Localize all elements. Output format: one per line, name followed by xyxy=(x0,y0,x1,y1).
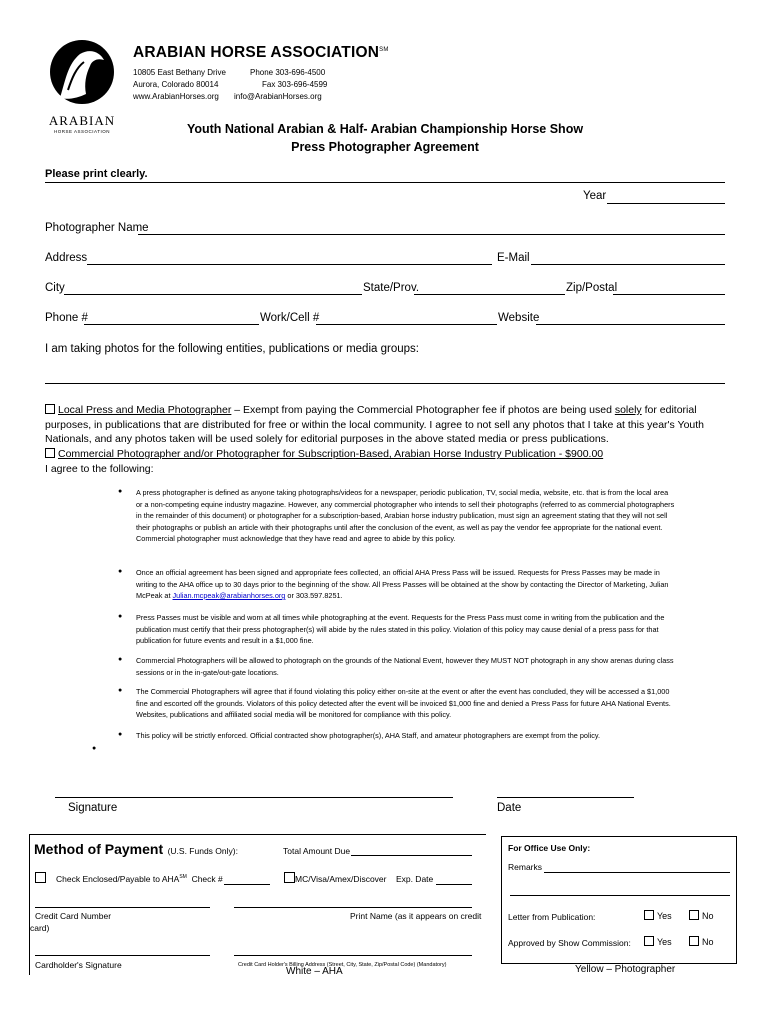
cardholder-signature-label: Cardholder's Signature xyxy=(35,960,122,970)
city-field[interactable] xyxy=(64,294,362,295)
entities-field[interactable] xyxy=(45,383,725,384)
letter-yes: Yes xyxy=(644,910,672,921)
remarks-field-2[interactable] xyxy=(510,895,730,896)
photographer-name-label: Photographer Name xyxy=(45,222,149,234)
print-name-field[interactable] xyxy=(234,907,472,908)
letter-publication-label: Letter from Publication: xyxy=(508,912,596,922)
commercial-label: Commercial Photographer and/or Photographer for Subscription-Based, Arabian Horse Industry Publication - $900.00 xyxy=(58,448,604,460)
billing-address-label: Credit Card Holder's Billing Address (Street, City, State, Zip/Postal Code) (Mandatory) xyxy=(238,962,447,968)
zip-label: Zip/Postal xyxy=(566,282,618,294)
billing-address-field[interactable] xyxy=(234,955,472,956)
horse-head-logo-icon xyxy=(46,38,118,108)
org-website: www.ArabianHorses.org xyxy=(133,92,219,101)
signature-label: Signature xyxy=(68,802,118,814)
work-cell-label: Work/Cell # xyxy=(260,312,320,324)
bullet-marker: ● xyxy=(92,745,97,752)
remarks-field[interactable] xyxy=(544,872,730,873)
copy-yellow-photographer: Yellow – Photographer xyxy=(575,964,676,975)
card-option: MC/Visa/Amex/Discover Exp. Date xyxy=(284,872,433,884)
copy-white-aha: White – AHA xyxy=(286,966,343,977)
header-rule xyxy=(45,182,725,183)
bullet-2: Once an official agreement has been signed and appropriate fees collected, an official AHA Press Pass will be issued. Requests for Press Passes may be made in writing to the AHA office up to 30 days prior to the beginning of the show. All Press Passes will be obtained at the show by contacting the Director of Marketing, Julian McPeak at Julian.mcpeak@arabianhorses.org or 303.597.8251. xyxy=(136,568,669,600)
logo-subtext: HORSE ASSOCIATION xyxy=(54,129,110,134)
org-name: ARABIAN HORSE ASSOCIATION℠ xyxy=(133,44,389,61)
org-fax: Fax 303-696-4599 xyxy=(262,80,328,89)
work-cell-field[interactable] xyxy=(316,324,497,325)
print-name-label: Print Name (as it appears on credit xyxy=(350,911,482,921)
letter-yes-checkbox[interactable] xyxy=(644,910,654,920)
title-line1: Youth National Arabian & Half- Arabian Championship Horse Show xyxy=(186,122,584,136)
state-label: State/Prov. xyxy=(363,282,420,294)
org-phone: Phone 303-696-4500 xyxy=(250,68,326,77)
bullet-1: A press photographer is defined as anyone taking photographs/videos for a newspaper, periodic publication, TV, social media, website, etc. that is from the local area or a non-competing equine industry magazine. However, any commercial photographer who intends to sell their photographs (referred to as commercial photographers in the remainder of this document) or photographer for a subscription-based, Arabian horse industry publication, must sign an agreement stating that they will not sell their photographs or publish an article with their photographs until after the conclusion of the event, as well as pay the vendor fee appropriate for the national event. Commercial photographer must acknowledge that they have read and agree to abide by this policy. xyxy=(136,488,675,543)
print-clearly: Please print clearly. xyxy=(45,168,148,180)
commercial-option xyxy=(45,448,603,460)
photographer-name-field[interactable] xyxy=(138,234,725,235)
agree-label: I agree to the following: xyxy=(45,463,154,475)
bullet-marker: ● xyxy=(118,568,123,575)
cardholder-signature-field[interactable] xyxy=(35,955,210,956)
local-press-label: Local Press and Media Photographer xyxy=(58,404,232,416)
approved-label: Approved by Show Commission: xyxy=(508,938,631,948)
bullet-marker: ● xyxy=(118,488,123,495)
local-press-checkbox[interactable] xyxy=(45,404,55,414)
check-number-field[interactable] xyxy=(224,884,270,885)
email-field[interactable] xyxy=(531,264,725,265)
phone-label: Phone # xyxy=(45,312,88,324)
card-checkbox[interactable] xyxy=(284,872,295,883)
title-line2: Press Photographer Agreement xyxy=(291,140,479,154)
org-address1: 10805 East Bethany Drive xyxy=(133,68,226,77)
cc-number-field[interactable] xyxy=(35,907,210,908)
cc-number-label: Credit Card Number xyxy=(35,911,112,921)
bullet-marker: ● xyxy=(118,656,123,663)
bullet-4: Commercial Photographers will be allowed to photograph on the grounds of the National Event, however they MUST NOT photograph in any show arenas during class sessions or in the in-gate/out-gate locations. xyxy=(136,656,674,677)
total-amount-label: Total Amount Due xyxy=(283,846,351,856)
local-press-option: Local Press and Media Photographer – Exempt from paying the Commercial Photographer fee if photos are being used solely for editorial purposes, in publications that are distributed for free or within the local community. I agree to not sell any photos that I take at this year's Youth Nationals, and any photos taken will be used solely for editorial purposes in the above stated media or press publications. xyxy=(45,404,705,445)
year-label: Year xyxy=(583,190,607,202)
logo xyxy=(46,38,118,134)
email-label: E-Mail xyxy=(497,252,530,264)
org-address2: Aurora, Colorado 80014 xyxy=(133,80,219,89)
approved-no: No xyxy=(689,936,714,947)
date-field[interactable] xyxy=(497,797,634,798)
bullet-6: This policy will be strictly enforced. Official contracted show photographer(s), AHA Staff, and amateur photographers are exempt from the policy. xyxy=(136,731,600,740)
address-label: Address xyxy=(45,252,88,264)
logo-text: ARABIAN xyxy=(48,113,116,128)
remarks-label: Remarks xyxy=(508,862,543,872)
payment-title: Method of Payment (U.S. Funds Only): xyxy=(34,841,238,857)
entities-label: I am taking photos for the following entities, publications or media groups: xyxy=(45,343,419,355)
address-field[interactable] xyxy=(87,264,492,265)
year-field[interactable] xyxy=(607,203,725,204)
exp-date-field[interactable] xyxy=(436,884,472,885)
total-amount-field[interactable] xyxy=(351,855,472,856)
letter-no-checkbox[interactable] xyxy=(689,910,699,920)
letter-no: No xyxy=(689,910,714,921)
bullet-5: The Commercial Photographers will agree that if found violating this policy either on-site at the event or after the event has concluded, they will be accessed a $1,000 fine and escorted off the grounds. Violators of this policy detected after the event will be invoiced $1,000 fine and denied a Press Pass for future AHA National Events. Websites, publications and affiliated social media will be monitored for compliance with this policy. xyxy=(136,687,671,719)
signature-field[interactable] xyxy=(55,797,453,798)
org-email: info@ArabianHorses.org xyxy=(234,92,322,101)
date-label: Date xyxy=(497,802,522,814)
website-label: Website xyxy=(498,312,540,324)
office-use-title: For Office Use Only: xyxy=(508,843,591,853)
website-field[interactable] xyxy=(536,324,725,325)
bullet-marker: ● xyxy=(118,731,123,738)
check-option: Check Enclosed/Payable to AHA℠ Check # xyxy=(35,872,223,884)
commercial-checkbox[interactable] xyxy=(45,448,55,458)
bullet-marker: ● xyxy=(118,687,123,694)
aha-email-link[interactable]: Julian.mcpeak@arabianhorses.org xyxy=(172,591,286,600)
state-field[interactable] xyxy=(414,294,565,295)
city-label: City xyxy=(45,282,65,294)
card-label: card) xyxy=(30,923,50,933)
zip-field[interactable] xyxy=(613,294,725,295)
phone-field[interactable] xyxy=(84,324,259,325)
approved-yes: Yes xyxy=(644,936,672,947)
bullet-marker: ● xyxy=(118,613,123,620)
approved-no-checkbox[interactable] xyxy=(689,936,699,946)
approved-yes-checkbox[interactable] xyxy=(644,936,654,946)
check-checkbox[interactable] xyxy=(35,872,46,883)
bullet-3: Press Passes must be visible and worn at all times while photographing at the event. Requests for the Press Pass must come in writing from the publication and the publication must certify that their press photographer(s) will abide by the rules stated in this policy. Violation of this policy may cause denial of a press pass for that publication for future events and result in a $1,000 fine. xyxy=(136,613,665,645)
